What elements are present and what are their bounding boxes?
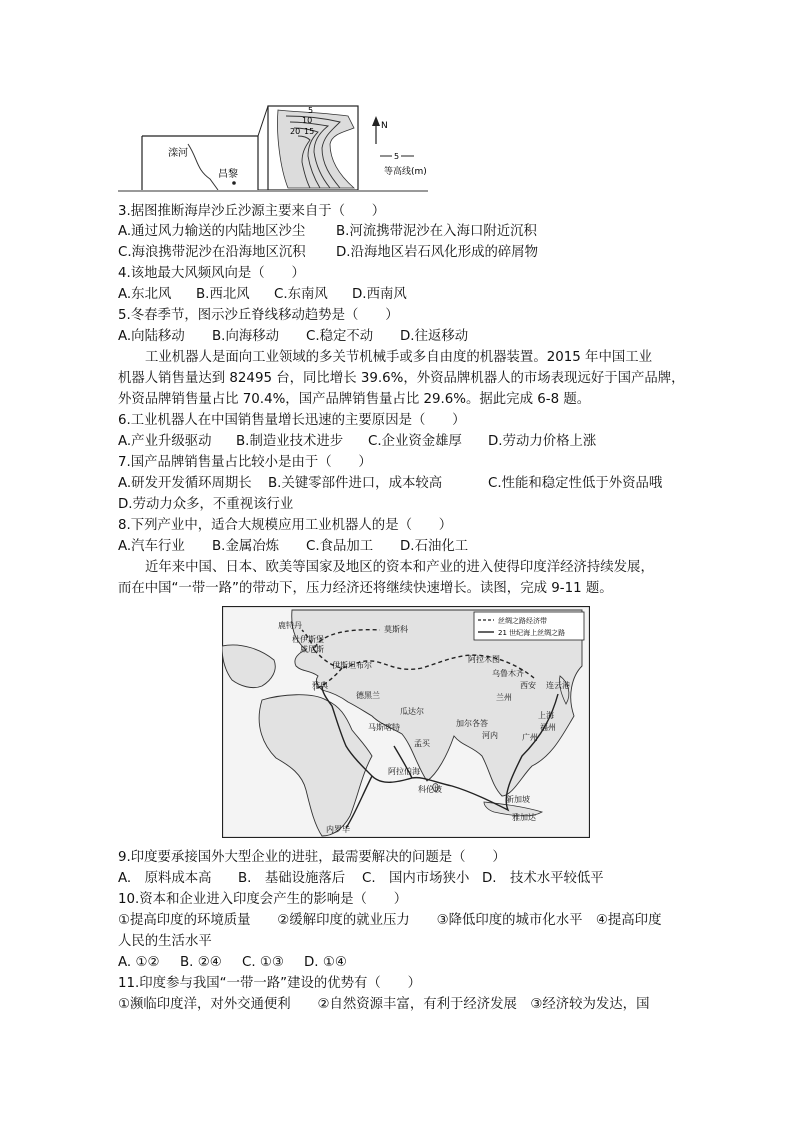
q10-option-d: D. ①④	[304, 955, 347, 970]
q8-option-d: D.石油化工	[400, 539, 469, 554]
q7-option-a: A.研发开发循环周期长	[118, 476, 252, 491]
q8-options	[118, 537, 468, 557]
city-nairobi: 内罗毕	[326, 825, 350, 834]
q10-stem: 10.资本和企业进入印度会产生的影响是（ ）	[118, 892, 408, 907]
q7-option-b: B.关键零部件进口，成本较高	[268, 476, 443, 491]
q10-option-c: C. ①③	[242, 955, 284, 970]
city-urumqi: 乌鲁木齐	[492, 669, 524, 678]
town-label: 昌黎	[218, 169, 238, 180]
contour-label-10: 10	[302, 116, 313, 125]
q9-stem: 9.印度要承接国外大型企业的进驻，最需要解决的问题是（ ）	[118, 850, 506, 865]
q3-options-row2	[118, 243, 538, 263]
q6-option-b: B.制造业技术进步	[236, 434, 344, 449]
q3-stem: 3.据图推断海岸沙丘沙源主要来自于（ ）	[118, 204, 386, 219]
coastal-dune-figure	[118, 104, 678, 194]
city-moscow: 莫斯科	[384, 625, 408, 634]
city-fuzhou: 福州	[540, 723, 556, 732]
contour-legend	[380, 152, 427, 177]
q6-option-a: A.产业升级驱动	[118, 434, 212, 449]
q3-options-row1	[118, 222, 537, 242]
q6-option-c: C.企业资金雄厚	[368, 434, 462, 449]
city-almaty: 阿拉木图	[468, 655, 500, 664]
passage1-line2: 机器人销售量达到 82495 台，同比增长 39.6%，外资品牌机器人的市场表现远好于国产品牌，	[118, 371, 685, 386]
city-duisburg: 杜伊斯堡	[292, 635, 324, 644]
contour-label-15: 15	[304, 127, 315, 136]
belt-and-road-map	[222, 606, 590, 838]
q10-option-b: B. ②④	[180, 955, 222, 970]
q4-stem: 4.该地最大风频风向是（ ）	[118, 266, 305, 281]
city-mumbai: 孟买	[414, 739, 430, 748]
map-legend	[474, 612, 584, 640]
city-singapore: 新加坡	[506, 795, 530, 804]
legend-sea-route: 21 世纪海上丝绸之路	[498, 629, 566, 637]
q5-stem: 5.冬春季节，图示沙丘脊线移动趋势是（ ）	[118, 308, 399, 323]
q11-statements-line1: ①濒临印度洋，对外交通便利 ②自然资源丰富，有利于经济发展 ③经济较为发达，国	[118, 997, 650, 1012]
q3-option-b: B.河流携带泥沙在入海口附近沉积	[336, 224, 537, 239]
city-guangzhou: 广州	[522, 733, 538, 742]
q9-option-c: C. 国内市场狭小	[362, 871, 470, 886]
q9-option-a: A. 原料成本高	[118, 871, 212, 886]
q8-option-a: A.汽车行业	[118, 539, 185, 554]
q7-option-d: D.劳动力众多，不重视该行业	[118, 497, 294, 512]
q3-option-c: C.海浪携带泥沙在沿海地区沉积	[118, 245, 306, 260]
q10-options	[118, 953, 347, 973]
q4-option-b: B.西北风	[196, 287, 250, 302]
q3-option-a: A.通过风力输送的内陆地区沙尘	[118, 224, 306, 239]
city-athens: 雅典	[312, 681, 328, 690]
q10-statements-line1: ①提高印度的环境质量 ②缓解印度的就业压力 ③降低印度的城市化水平 ④提高印度	[118, 913, 662, 928]
q5-option-a: A.向陆移动	[118, 329, 185, 344]
legend-land-route: 丝绸之路经济带	[498, 617, 547, 625]
contour-map-panel	[268, 106, 358, 190]
city-tehran: 德黑兰	[356, 691, 380, 700]
city-lanzhou: 兰州	[496, 693, 512, 702]
q9-options	[118, 869, 604, 889]
passage1-line1: 工业机器人是面向工业领域的多关节机械手或多自由度的机器装置。2015 年中国工业	[145, 350, 653, 365]
city-colombo: 科伦坡	[418, 785, 442, 794]
q5-option-d: D.往返移动	[400, 329, 469, 344]
city-jakarta: 雅加达	[512, 813, 536, 822]
q5-option-b: B.向海移动	[212, 329, 280, 344]
passage1-line3: 外资品牌销售量占比 70.4%，国产品牌销售量占比 29.6%。据此完成 6-8 题。	[118, 392, 591, 407]
q7-option-c: C.性能和稳定性低于外资品哦	[488, 476, 663, 491]
north-label: N	[381, 121, 388, 131]
q3-option-d: D.沿海地区岩石风化形成的碎屑物	[336, 245, 539, 260]
q5-option-c: C.稳定不动	[306, 329, 374, 344]
q11-stem: 11.印度参与我国“一带一路”建设的优势有（ ）	[118, 976, 421, 991]
river-label: 滦河	[168, 148, 188, 159]
q9-option-b: B. 基础设施落后	[238, 871, 346, 886]
passage2-line1: 近年来中国、日本、欧美等国家及地区的资本和产业的进入使得印度洋经济持续发展，	[145, 560, 654, 575]
left-map-panel	[142, 136, 258, 190]
q8-stem: 8.下列产业中，适合大规模应用工业机器人的是（ ）	[118, 518, 453, 533]
q10-statements-line2: 人民的生活水平	[118, 934, 212, 949]
q6-options	[118, 432, 596, 452]
q9-option-d: D. 技术水平较低平	[482, 871, 604, 886]
city-gwadar: 瓜达尔	[400, 707, 424, 716]
q8-option-c: C.食品加工	[306, 539, 374, 554]
q4-option-a: A.东北风	[118, 287, 172, 302]
contour-label-20: 20	[290, 127, 301, 136]
legend-contour-value: 5	[394, 152, 400, 161]
q8-option-b: B.金属冶炼	[212, 539, 280, 554]
q6-option-d: D.劳动力价格上涨	[488, 434, 597, 449]
q4-option-d: D.西南风	[352, 287, 407, 302]
city-istanbul: 伊斯坦布尔	[332, 661, 372, 670]
city-venice: 威尼斯	[300, 645, 324, 654]
q10-option-a: A. ①②	[118, 955, 160, 970]
q5-options	[118, 327, 468, 347]
town-dot	[232, 181, 236, 185]
city-hanoi: 河内	[482, 731, 498, 740]
city-shanghai: 上海	[538, 711, 554, 720]
city-xian: 西安	[520, 681, 536, 690]
city-muscat: 马斯喀特	[368, 723, 400, 732]
q7-options-row1	[118, 474, 662, 494]
label-arabian-sea: 阿拉伯海	[388, 767, 420, 776]
contour-label-5: 5	[308, 106, 314, 115]
q4-option-c: C.东南风	[274, 287, 328, 302]
city-lianyungang: 连云港	[546, 681, 570, 690]
north-arrow-icon	[372, 116, 388, 144]
q6-stem: 6.工业机器人在中国销售量增长迅速的主要原因是（ ）	[118, 413, 466, 428]
q4-options	[118, 285, 407, 305]
q7-stem: 7.国产品牌销售量占比较小是由于（ ）	[118, 455, 372, 470]
passage2-line2: 而在中国“一带一路”的带动下，压力经济还将继续快速增长。读图，完成 9-11 题。	[118, 581, 613, 596]
city-kolkata: 加尔各答	[456, 719, 488, 728]
legend-contour-label: 等高线(m)	[384, 167, 427, 177]
city-rotterdam: 鹿特丹	[278, 621, 302, 630]
